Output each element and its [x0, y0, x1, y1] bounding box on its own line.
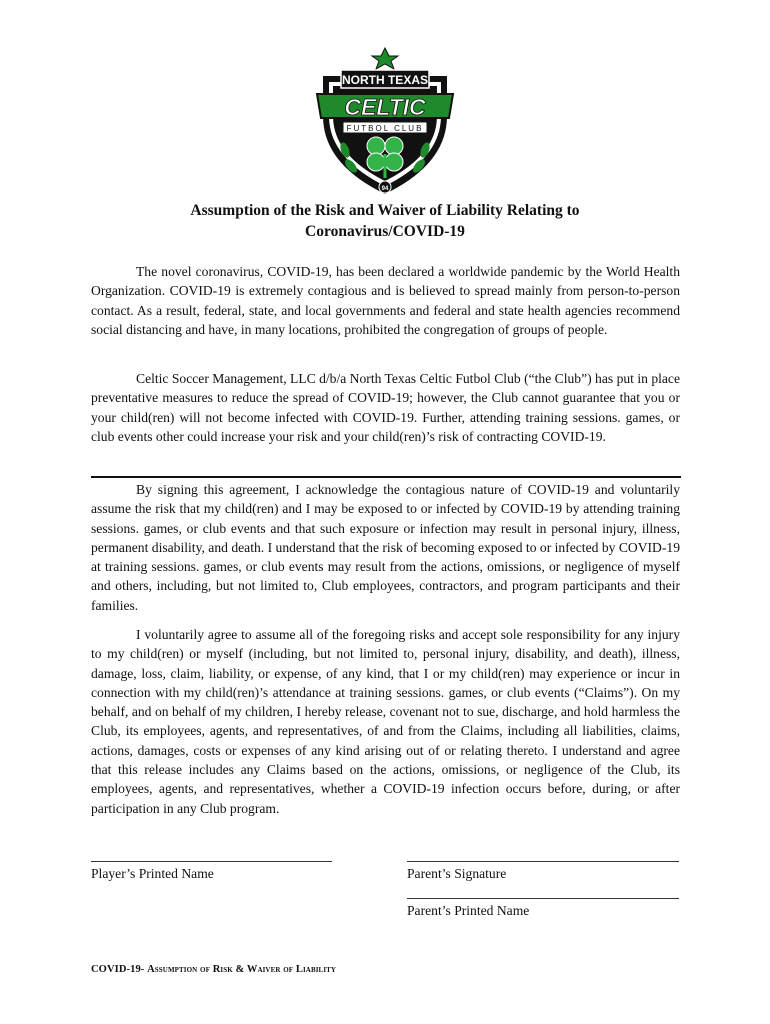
parent-printed-name-label: Parent’s Printed Name [407, 903, 530, 918]
logo-sub-text: FUTBOL CLUB [346, 124, 424, 133]
player-name-line[interactable] [91, 861, 332, 862]
paragraph-2: Celtic Soccer Management, LLC d/b/a North Texas Celtic Futbol Club (“the Club”) has put in place preventative measures to reduce the spread of COVID-19; however, the Club cannot guarantee that you or your child(ren) will not become infected with COVID-19. Further, attending training sessions. games, or club events other could increase your risk and your child(ren)’s risk of contracting COVID-19. [91, 371, 680, 444]
parent-signature-label: Parent’s Signature [407, 866, 507, 881]
logo-star-icon [372, 48, 398, 69]
document-title-line-2: Coronavirus/COVID-19 [305, 223, 465, 240]
document-title-line-1: Assumption of the Risk and Waiver of Liability Relating to [190, 202, 580, 219]
parent-signature-line[interactable] [407, 861, 679, 862]
player-printed-name-label: Player’s Printed Name [91, 866, 214, 881]
page-footer [91, 964, 336, 975]
logo-top-text: NORTH TEXAS [341, 73, 429, 87]
section-divider [91, 476, 681, 478]
parent-printed-name-line[interactable] [407, 898, 679, 899]
logo-year: 94 [381, 186, 389, 192]
club-logo [315, 46, 455, 196]
logo-main-text: CELTIC [344, 94, 426, 120]
footer-text: Assumption of Risk & Waiver of Liability [147, 964, 337, 975]
footer-prefix: COVID-19- [91, 964, 148, 975]
paragraph-4: I voluntarily agree to assume all of the foregoing risks and accept sole responsibility for any injury to my child(ren) or myself (including, but not limited to, personal injury, disability, and death), illness, damage, loss, claim, liability, or expense, of any kind, that I or my child(ren) may experience or incur in connection with my child(ren)’s attendance at training sessions. games, or club events (“Claims”). On my behalf, and on behalf of my children, I hereby release, covenant not to sue, discharge, and hold harmless the Club, its employees, agents, and representatives, of and from the Claims, including all liabilities, claims, actions, damages, costs or expenses of any kind arising out of or relating thereto. I understand and agree that this release includes any Claims based on the actions, omissions, or negligence of the Club, its employees, agents, and representatives, whether a COVID-19 infection occurs before, during, or after participation in any Club program. [91, 627, 680, 816]
paragraph-1: The novel coronavirus, COVID-19, has been declared a worldwide pandemic by the World Health Organization. COVID-19 is extremely contagious and is believed to spread mainly from person-to-person contact. As a result, federal, state, and local governments and federal and state health agencies recommend social distancing and have, in many locations, prohibited the congregation of groups of people. [91, 264, 680, 337]
paragraph-3: By signing this agreement, I acknowledge the contagious nature of COVID-19 and voluntarily assume the risk that my child(ren) and I may be exposed to or infected by COVID-19 by attending training sessions. games, or club events and that such exposure or infection may result in personal injury, illness, permanent disability, and death. I understand that the risk of becoming exposed to or infected by COVID-19 at training sessions. games, or club events may result from the actions, omissions, or negligence of myself and others, including, but not limited to, Club employees, contractors, and program participants and their families. [91, 482, 680, 613]
